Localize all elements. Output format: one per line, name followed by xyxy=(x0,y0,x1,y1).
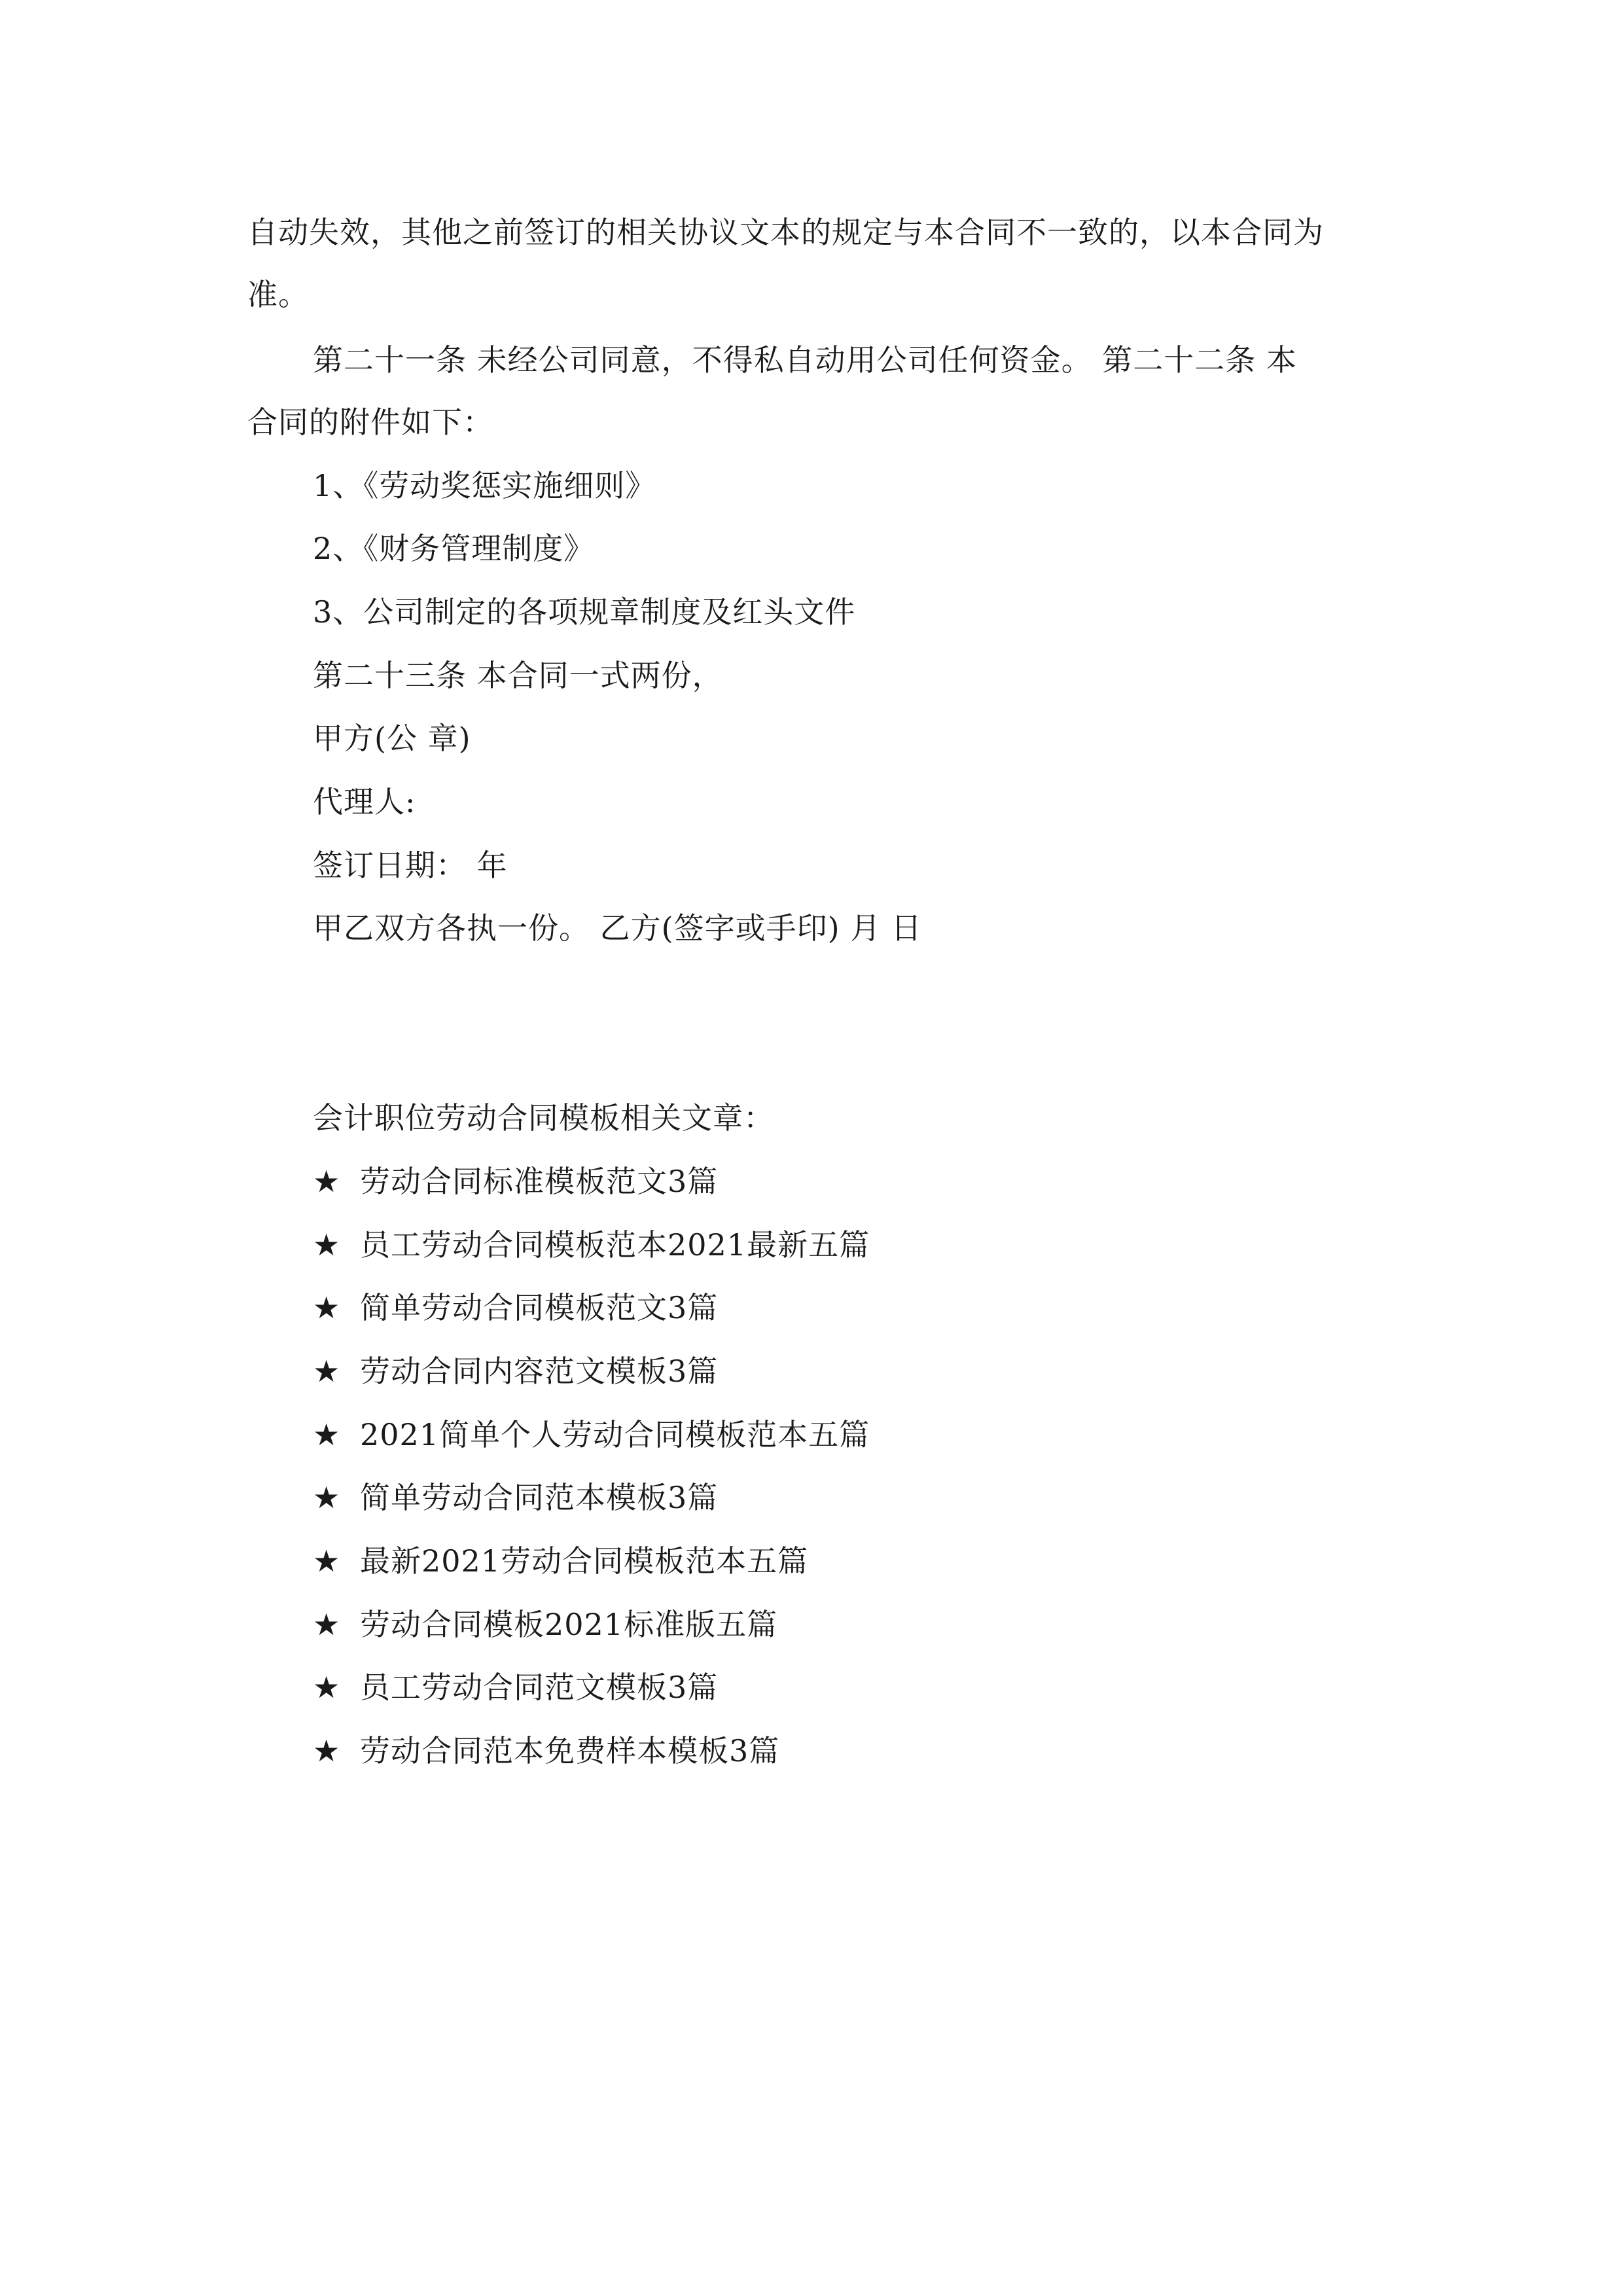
related-link-8[interactable] xyxy=(313,1605,777,1644)
related-heading: 会计职位劳动合同模板相关文章： xyxy=(313,1100,774,1136)
paragraph-2-line-2: 合同的附件如下： xyxy=(247,404,493,440)
sign-date-line: 签订日期： 年 xyxy=(313,848,508,883)
related-link-4[interactable] xyxy=(313,1352,718,1391)
related-link-7[interactable] xyxy=(313,1541,808,1581)
attachment-item-3: 3、公司制定的各项规章制度及红头文件 xyxy=(313,594,856,630)
related-link-label[interactable]: 劳动合同标准模板范文3篇 xyxy=(360,1164,719,1199)
related-link-label[interactable]: 最新2021劳动合同模板范本五篇 xyxy=(360,1543,809,1579)
related-link-label[interactable]: 简单劳动合同模板范文3篇 xyxy=(360,1290,719,1325)
paragraph-1-line-2: 准。 xyxy=(247,277,309,312)
related-link-2[interactable] xyxy=(313,1225,870,1265)
star-icon: ★ xyxy=(313,1543,341,1579)
star-icon: ★ xyxy=(313,1607,341,1642)
attachment-item-2: 2、《财务管理制度》 xyxy=(313,531,595,566)
agent-line: 代理人: xyxy=(313,784,416,819)
related-link-3[interactable] xyxy=(313,1288,718,1327)
paragraph-1-line-1: 自动失效，其他之前签订的相关协议文本的规定与本合同不一致的，以本合同为 xyxy=(247,215,1324,250)
paragraph-2-line-1: 第二十一条 未经公司同意，不得私自动用公司任何资金。 第二十二条 本 xyxy=(313,342,1297,378)
related-link-label[interactable]: 2021简单个人劳动合同模板范本五篇 xyxy=(360,1417,870,1452)
related-link-label[interactable]: 劳动合同范本免费样本模板3篇 xyxy=(360,1733,780,1768)
star-icon: ★ xyxy=(313,1164,341,1199)
related-link-label[interactable]: 简单劳动合同范本模板3篇 xyxy=(360,1480,719,1515)
related-link-6[interactable] xyxy=(313,1478,718,1517)
star-icon: ★ xyxy=(313,1354,341,1389)
star-icon: ★ xyxy=(313,1227,341,1263)
related-link-label[interactable]: 劳动合同内容范文模板3篇 xyxy=(360,1354,719,1389)
related-link-label[interactable]: 劳动合同模板2021标准版五篇 xyxy=(360,1607,778,1642)
star-icon: ★ xyxy=(313,1290,341,1325)
related-link-5[interactable] xyxy=(313,1415,870,1454)
star-icon: ★ xyxy=(313,1480,341,1515)
star-icon: ★ xyxy=(313,1733,341,1768)
related-link-label[interactable]: 员工劳动合同模板范本2021最新五篇 xyxy=(360,1227,870,1263)
party-a-seal: 甲方(公 章) xyxy=(313,721,471,756)
star-icon: ★ xyxy=(313,1670,341,1705)
star-icon: ★ xyxy=(313,1417,341,1452)
related-link-1[interactable] xyxy=(313,1162,718,1201)
related-link-label[interactable]: 员工劳动合同范文模板3篇 xyxy=(360,1670,719,1705)
article-23: 第二十三条 本合同一式两份， xyxy=(313,658,723,693)
related-link-9[interactable] xyxy=(313,1668,718,1707)
copies-line: 甲乙双方各执一份。 乙方(签字或手印) 月 日 xyxy=(313,910,922,946)
related-link-10[interactable] xyxy=(313,1731,779,1770)
attachment-item-1: 1、《劳动奖惩实施细则》 xyxy=(313,468,656,503)
